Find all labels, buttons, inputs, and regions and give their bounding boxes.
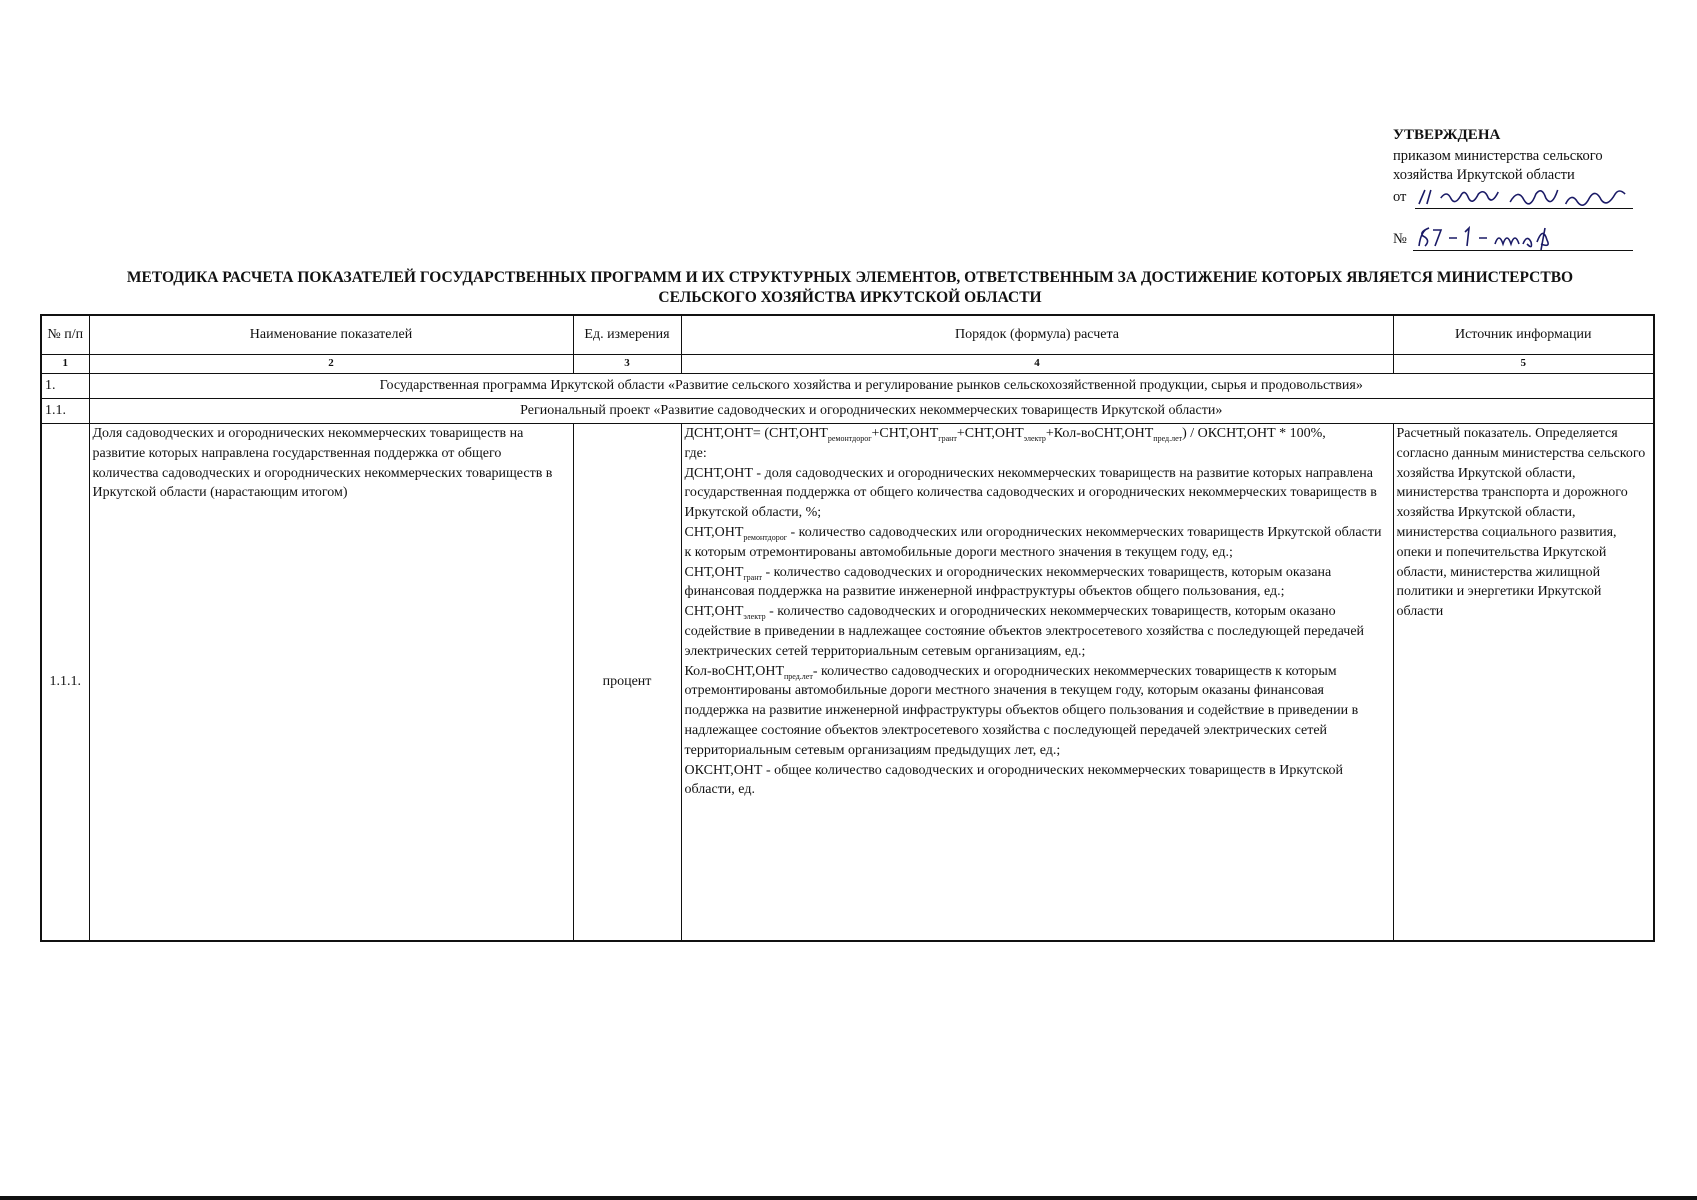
column-number: 1 [41,355,89,374]
formula-definition: $СНТ,ОНТ_{ремонтдорог}$ - количество садоводческих или огороднических некоммерческих товариществ Иркутской области к которым отремонтированы автомобильные дороги местного значения в текущем году, ед.; [684,524,1382,560]
program-row [41,374,1654,399]
handwritten-number [1413,222,1633,251]
program-title: Государственная программа Иркутской области «Развитие сельского хозяйства и регулирование рынков сельскохозяйственной продукции, сырья и продовольствия» [89,374,1654,399]
document-title: МЕТОДИКА РАСЧЕТА ПОКАЗАТЕЛЕЙ ГОСУДАРСТВЕННЫХ ПРОГРАММ И ИХ СТРУКТУРНЫХ ЭЛЕМЕНТОВ, ОТВЕТСТВЕННЫМ ЗА ДОСТИЖЕНИЕ КОТОРЫХ ЯВЛЯЕТСЯ МИНИСТЕРСТВО СЕЛЬСКОГО ХОЗЯЙСТВА ИРКУТСКОЙ ОБЛАСТИ [126,269,1574,306]
formula-definition: $СНТ,ОНТ_{электр}$ - количество садоводческих и огороднических некоммерческих товариществ, которым оказано содействие в приведении в надлежащее состояние объектов электросетевого хозяйства с последующей передачей электрических сетей территориальным сетевым организациям, ед.; [684,604,1365,659]
project-title: Региональный проект «Развитие садоводческих и огороднических некоммерческих товариществ Иркутской области» [89,399,1654,424]
column-number: 2 [89,355,573,374]
indicator-num: 1.1.1. [41,424,89,942]
approval-date-line [1393,185,1633,209]
formula-definition: ДСНТ,ОНТ - доля садоводческих и огороднических некоммерческих товариществ на развитие которых направлена государственная поддержка от общего количества садоводческих и огороднических некоммерческих товариществ в Иркутской области, %; [684,465,1377,521]
program-num: 1. [41,374,89,399]
indicator-unit: процент [573,424,681,942]
approval-stamp [1393,126,1633,251]
approval-line-2: хозяйства Иркутской области [1393,167,1575,183]
handwritten-date [1415,186,1633,209]
column-number: 5 [1393,355,1654,374]
header-source: Источник информации [1393,315,1654,355]
formula-expression: ДСНТ,ОНТ= $(СНТ,ОНТ_{ремонтдорог}+СНТ,ОНТ_{грант}+СНТ,ОНТ_{электр}+Кол-воСНТ,ОНТ_{пред.лет})$ / ОКСНТ,ОНТ * 100%, [684,426,1326,443]
formula-definition: Кол-$воСНТ,ОНТ_{пред.лет}-$ количество садоводческих и огороднических некоммерческих товариществ к которым отремонтированы автомобильные дороги местного значения в текущем году, которым оказаны финансовая поддержка на развитие инженерной инфраструктуры объектов общего пользования и содействие в приведении в надлежащее состояние объектов электросетевого хозяйства с последующей передачей электрических сетей территориальным сетевым организациям предыдущих лет, ед.; [684,663,1359,758]
column-number: 4 [681,355,1393,374]
handwritten-date-scribble [1415,186,1633,208]
header-formula: Порядок (формула) расчета [681,315,1393,355]
indicator-formula [681,424,1393,942]
column-number: 3 [573,355,681,374]
approval-title: УТВЕРЖДЕНА [1393,127,1501,143]
column-number-row [41,355,1654,374]
header-unit: Ед. измерения [573,315,681,355]
indicator-name: Доля садоводческих и огороднических некоммерческих товариществ на развитие которых направлена государственная поддержка от общего количества садоводческих и огороднических некоммерческих товариществ в Иркутской области (нарастающим итогом) [89,424,573,942]
header-name: Наименование показателей [89,315,573,355]
formula-where: где: [684,445,707,461]
project-row [41,399,1654,424]
methodology-table [40,314,1655,942]
formula-definition: ОКСНТ,ОНТ - общее количество садоводческих и огороднических некоммерческих товариществ в Иркутской области, ед. [684,762,1344,798]
approval-line-1: приказом министерства сельского [1393,148,1603,164]
header-num: № п/п [41,315,89,355]
number-prefix: № [1393,231,1407,247]
header-row [41,315,1654,355]
indicator-row [41,424,1654,942]
scan-edge [0,1196,1697,1200]
handwritten-number-scribble [1413,222,1633,250]
project-num: 1.1. [41,399,89,424]
indicator-source: Расчетный показатель. Определяется согласно данным министерства сельского хозяйства Иркутской области, министерства транспорта и дорожного хозяйства Иркутской области, министерства социального развития, опеки и попечительства Иркутской области, министерства жилищной политики и энергетики Иркутской области [1393,424,1654,942]
formula-definition: $СНТ,ОНТ_{грант}$ - количество садоводческих и огороднических некоммерческих товариществ, которым оказана финансовая поддержка на развитие инженерной инфраструктуры объектов общего пользования, ед.; [684,564,1332,600]
date-prefix: от [1393,189,1407,205]
approval-number-line [1393,221,1633,251]
